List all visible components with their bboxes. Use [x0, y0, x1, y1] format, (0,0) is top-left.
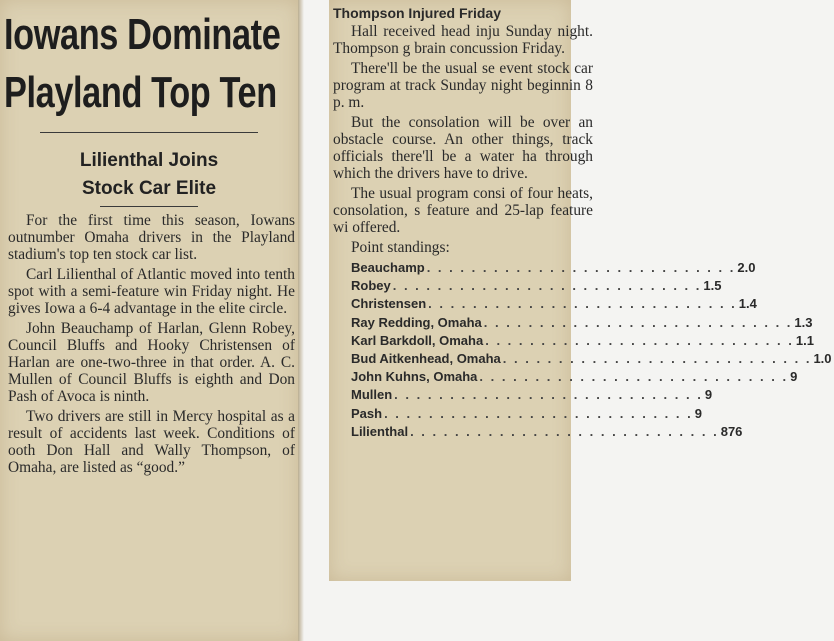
dot-leader: . . . . . . . . . . . . . . . . . . . . . . . . . . . .	[483, 314, 793, 330]
headline-rule	[40, 132, 258, 133]
dot-leader: . . . . . . . . . . . . . . . . . . . . . . . . . . . .	[426, 260, 736, 275]
dot-leader: . . . . . . . . . . . . . . . . . . . . . . . . . . . .	[394, 387, 703, 403]
headline-line-1: Iowans Dominate	[4, 10, 281, 59]
standings-driver: Pash	[351, 405, 383, 421]
article-paragraph: John Beauchamp of Harlan, Glenn Robey, Council Bluffs and Hooky Christensen of Harlan are one-two-three in that order. A. C. Mullen of Council Bluffs is eighth and Don Pash of Avoca is ninth.	[8, 320, 295, 405]
standings-row	[333, 423, 743, 441]
standings-driver: John Kuhns, Omaha	[351, 369, 478, 385]
standings-driver: Robey	[351, 278, 391, 294]
standings-driver: Lilienthal	[351, 423, 409, 439]
standings-row	[333, 277, 722, 295]
standings-points: 1.4	[738, 296, 757, 312]
dot-leader: . . . . . . . . . . . . . . . . . . . . . . . . . . . .	[479, 369, 789, 385]
standings-driver: Bud Aitkenhead, Omaha	[351, 351, 501, 367]
article-paragraph: But the consolation will be over an obstacle course. An other things, track officials there'll be a water ha through which the drivers have to drive.	[333, 114, 593, 182]
article-paragraph: For the first time this season, Iowans outnumber Omaha drivers in the Playland stadium's top ten stock car list.	[8, 212, 295, 263]
dot-leader: . . . . . . . . . . . . . . . . . . . . . . . . . . . .	[384, 405, 693, 421]
standings-row	[333, 314, 813, 332]
subhead-line-1: Lilienthal Joins	[79, 150, 219, 171]
clipping-edge-shadow	[298, 0, 304, 641]
standings-points: 9	[790, 369, 798, 385]
standings-driver: Karl Barkdoll, Omaha	[351, 332, 484, 348]
standings-points: 2.0	[737, 260, 756, 275]
standings-driver: Ray Redding, Omaha	[351, 314, 482, 330]
standings-driver: Christensen	[351, 296, 427, 312]
article-paragraph: Carl Lilienthal of Atlantic moved into tenth spot with a semi-feature win Friday night. He gives Iowa a 6-4 advantage in the elite circle.	[8, 266, 295, 317]
left-article-body	[8, 212, 295, 479]
subhead-rule	[100, 206, 198, 207]
standings-row	[333, 368, 798, 386]
dot-leader: . . . . . . . . . . . . . . . . . . . . . . . . . . . .	[485, 332, 794, 348]
dot-leader: . . . . . . . . . . . . . . . . . . . . . . . . . . . .	[502, 351, 812, 367]
right-article-column	[333, 4, 832, 441]
article-paragraph: Hall received head inju Sunday night. Thompson g brain concussion Friday.	[333, 23, 593, 57]
dot-leader: . . . . . . . . . . . . . . . . . . . . . . . . . . . .	[392, 278, 702, 294]
standings-label: Point standings:	[351, 239, 450, 256]
standings-row	[333, 405, 702, 423]
dot-leader: . . . . . . . . . . . . . . . . . . . . . . . . . . . .	[428, 296, 737, 312]
standings-points: 876	[720, 423, 743, 439]
dot-leader: . . . . . . . . . . . . . . . . . . . . . . . . . . . .	[410, 423, 719, 439]
standings-points: 9	[694, 405, 702, 421]
standings-row	[333, 350, 832, 368]
article-paragraph: Two drivers are still in Mercy hospital as a result of accidents last week. Conditions of ooth Don Hall and Wally Thompson, of Omaha, are listed as “good.”	[8, 408, 295, 476]
headline	[4, 6, 281, 122]
standings-row	[333, 259, 756, 277]
standings-points: 9	[704, 387, 713, 403]
standings-points: 1.5	[703, 278, 722, 294]
standings-points: 1.1	[795, 332, 814, 348]
subhead-line-2: Stock Car Elite	[81, 178, 217, 199]
article-paragraph: The usual program consi of four heats, consolation, s feature and 25-lap feature wi offered.	[333, 185, 593, 236]
standings-row	[333, 332, 814, 350]
subheadline	[0, 147, 298, 203]
standings-list	[333, 259, 832, 441]
headline-line-2: Playland Top Ten	[4, 68, 277, 117]
standings-driver: Mullen	[351, 387, 393, 403]
standings-driver: Beauchamp	[351, 260, 425, 275]
standings-row	[333, 295, 757, 313]
right-article-title: Thompson Injured Friday	[333, 5, 502, 21]
standings-row	[333, 386, 713, 404]
article-paragraph: There'll be the usual se event stock car program at track Sunday night beginnin 8 p. m.	[333, 60, 593, 111]
standings-points: 1.0	[813, 351, 832, 367]
standings-points: 1.3	[794, 314, 813, 330]
